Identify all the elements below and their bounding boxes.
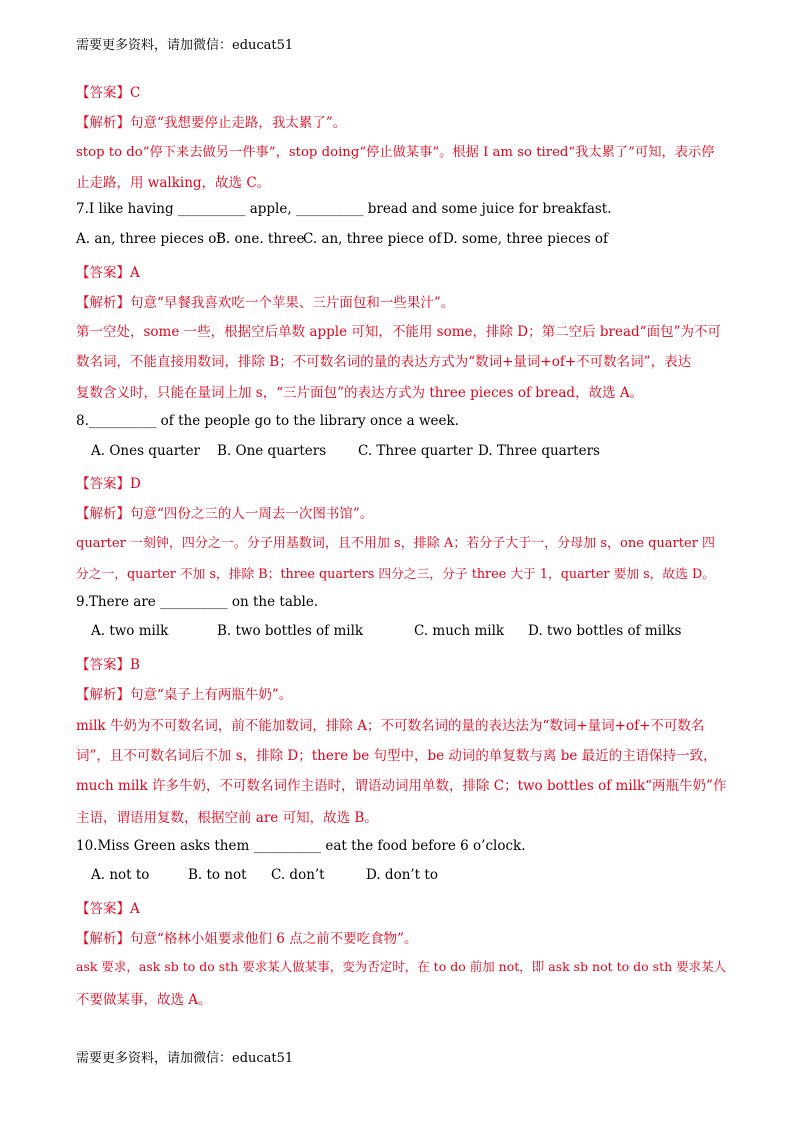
q10-analysis: 【解析】句意“格林小姐要求他们 6 点之前不要吃食物”。 [76, 931, 418, 947]
q7-analysis-line-2: 数名词，不能直接用数词，排除 B；不可数名词的量的表达方式为“数词+量词+of+不可数名词”，表达 [76, 354, 692, 370]
q7-option-a: A. an, three pieces of [76, 231, 222, 247]
q10-analysis-line-2: 不要做某事，故选 A。 [76, 992, 212, 1008]
q7-analysis: 【解析】句意“早餐我喜欢吃一个苹果、三片面包和一些果汁”。 [76, 295, 455, 311]
q7-option-c: C. an, three piece of [303, 231, 442, 247]
q10-question: 10.Miss Green asks them __________ eat the food before 6 o’clock. [76, 838, 526, 854]
q10-option-a: A. not to [91, 867, 150, 883]
q6-analysis-line-2: 止走路，用 walking，故选 C。 [76, 175, 271, 191]
q9-question: 9.There are __________ on the table. [76, 594, 319, 610]
q6-answer: 【答案】C [76, 85, 141, 101]
q9-option-d: D. two bottles of milks [528, 623, 682, 639]
q6-analysis-line-1: stop to do“停下来去做另一件事”，stop doing“停止做某事”。根据 I am so tired“我太累了”可知，表示停 [76, 145, 715, 160]
q7-analysis-line-1: 第一空处，some 一些，根据空后单数 apple 可知，不能用 some，排除 D；第二空后 bread“面包”为不可 [76, 324, 721, 340]
q9-option-a: A. two milk [91, 623, 169, 639]
q9-analysis-line-2: 词”，且不可数名词后不加 s，排除 D；there be 句型中，be 动词的单复数与离 be 最近的主语保持一致， [76, 748, 717, 764]
q8-analysis-line-1: quarter 一刻钟，四分之一。分子用基数词，且不用加 s，排除 A；若分子大于一，分母加 s，one quarter 四 [76, 536, 715, 551]
q7-analysis-line-3: 复数含义时，只能在量词上加 s，“三片面包”的表达方式为 three pieces of bread，故选 A。 [76, 385, 644, 401]
q7-option-b: B. one. three [216, 231, 305, 247]
q9-option-b: B. two bottles of milk [217, 623, 364, 639]
q9-answer: 【答案】B [76, 657, 140, 673]
q9-analysis-line-1: milk 牛奶为不可数名词，前不能加数词，排除 A；不可数名词的量的表达法为“数词+量词+of+不可数名 [76, 718, 705, 734]
page-header: 需要更多资料，请加微信：educat51 [76, 38, 294, 53]
q10-option-b: B. to not [188, 867, 247, 883]
q8-option-c: C. Three quarter [358, 443, 473, 459]
q8-option-d: D. Three quarters [478, 443, 600, 459]
q6-analysis: 【解析】句意“我想要停止走路，我太累了”。 [76, 115, 347, 131]
q9-analysis-line-4: 主语，谓语用复数，根据空前 are 可知，故选 B。 [76, 810, 378, 826]
q9-option-c: C. much milk [414, 623, 505, 639]
q8-analysis: 【解析】句意“四份之三的人一周去一次图书馆”。 [76, 506, 374, 522]
q7-answer: 【答案】A [76, 265, 140, 281]
q10-answer: 【答案】A [76, 901, 140, 917]
q7-question: 7.I like having __________ apple, __________ bread and some juice for breakfast. [76, 201, 612, 217]
q9-analysis-line-3: much milk 许多牛奶，不可数名词作主语时，谓语动词用单数，排除 C；two bottles of milk“两瓶牛奶”作 [76, 778, 727, 794]
q8-analysis-line-2: 分之一，quarter 不加 s，排除 B；three quarters 四分之三，分子 three 大于 1，quarter 要加 s，故选 D。 [76, 567, 715, 582]
q10-option-c: C. don’t [271, 867, 325, 883]
page-footer: 需要更多资料，请加微信：educat51 [76, 1051, 294, 1066]
q8-question: 8.__________ of the people go to the library once a week. [76, 413, 459, 429]
q8-option-b: B. One quarters [217, 443, 327, 459]
q10-analysis-line-1: ask 要求，ask sb to do sth 要求某人做某事，变为否定时，在 to do 前加 not，即 ask sb not to do sth 要求某人 [76, 959, 727, 974]
q8-answer: 【答案】D [76, 476, 141, 492]
q7-option-d: D. some, three pieces of [443, 231, 609, 247]
q9-analysis: 【解析】句意“桌子上有两瓶牛奶”。 [76, 687, 293, 703]
q8-option-a: A. Ones quarter [91, 443, 201, 459]
q10-option-d: D. don’t to [366, 867, 438, 883]
